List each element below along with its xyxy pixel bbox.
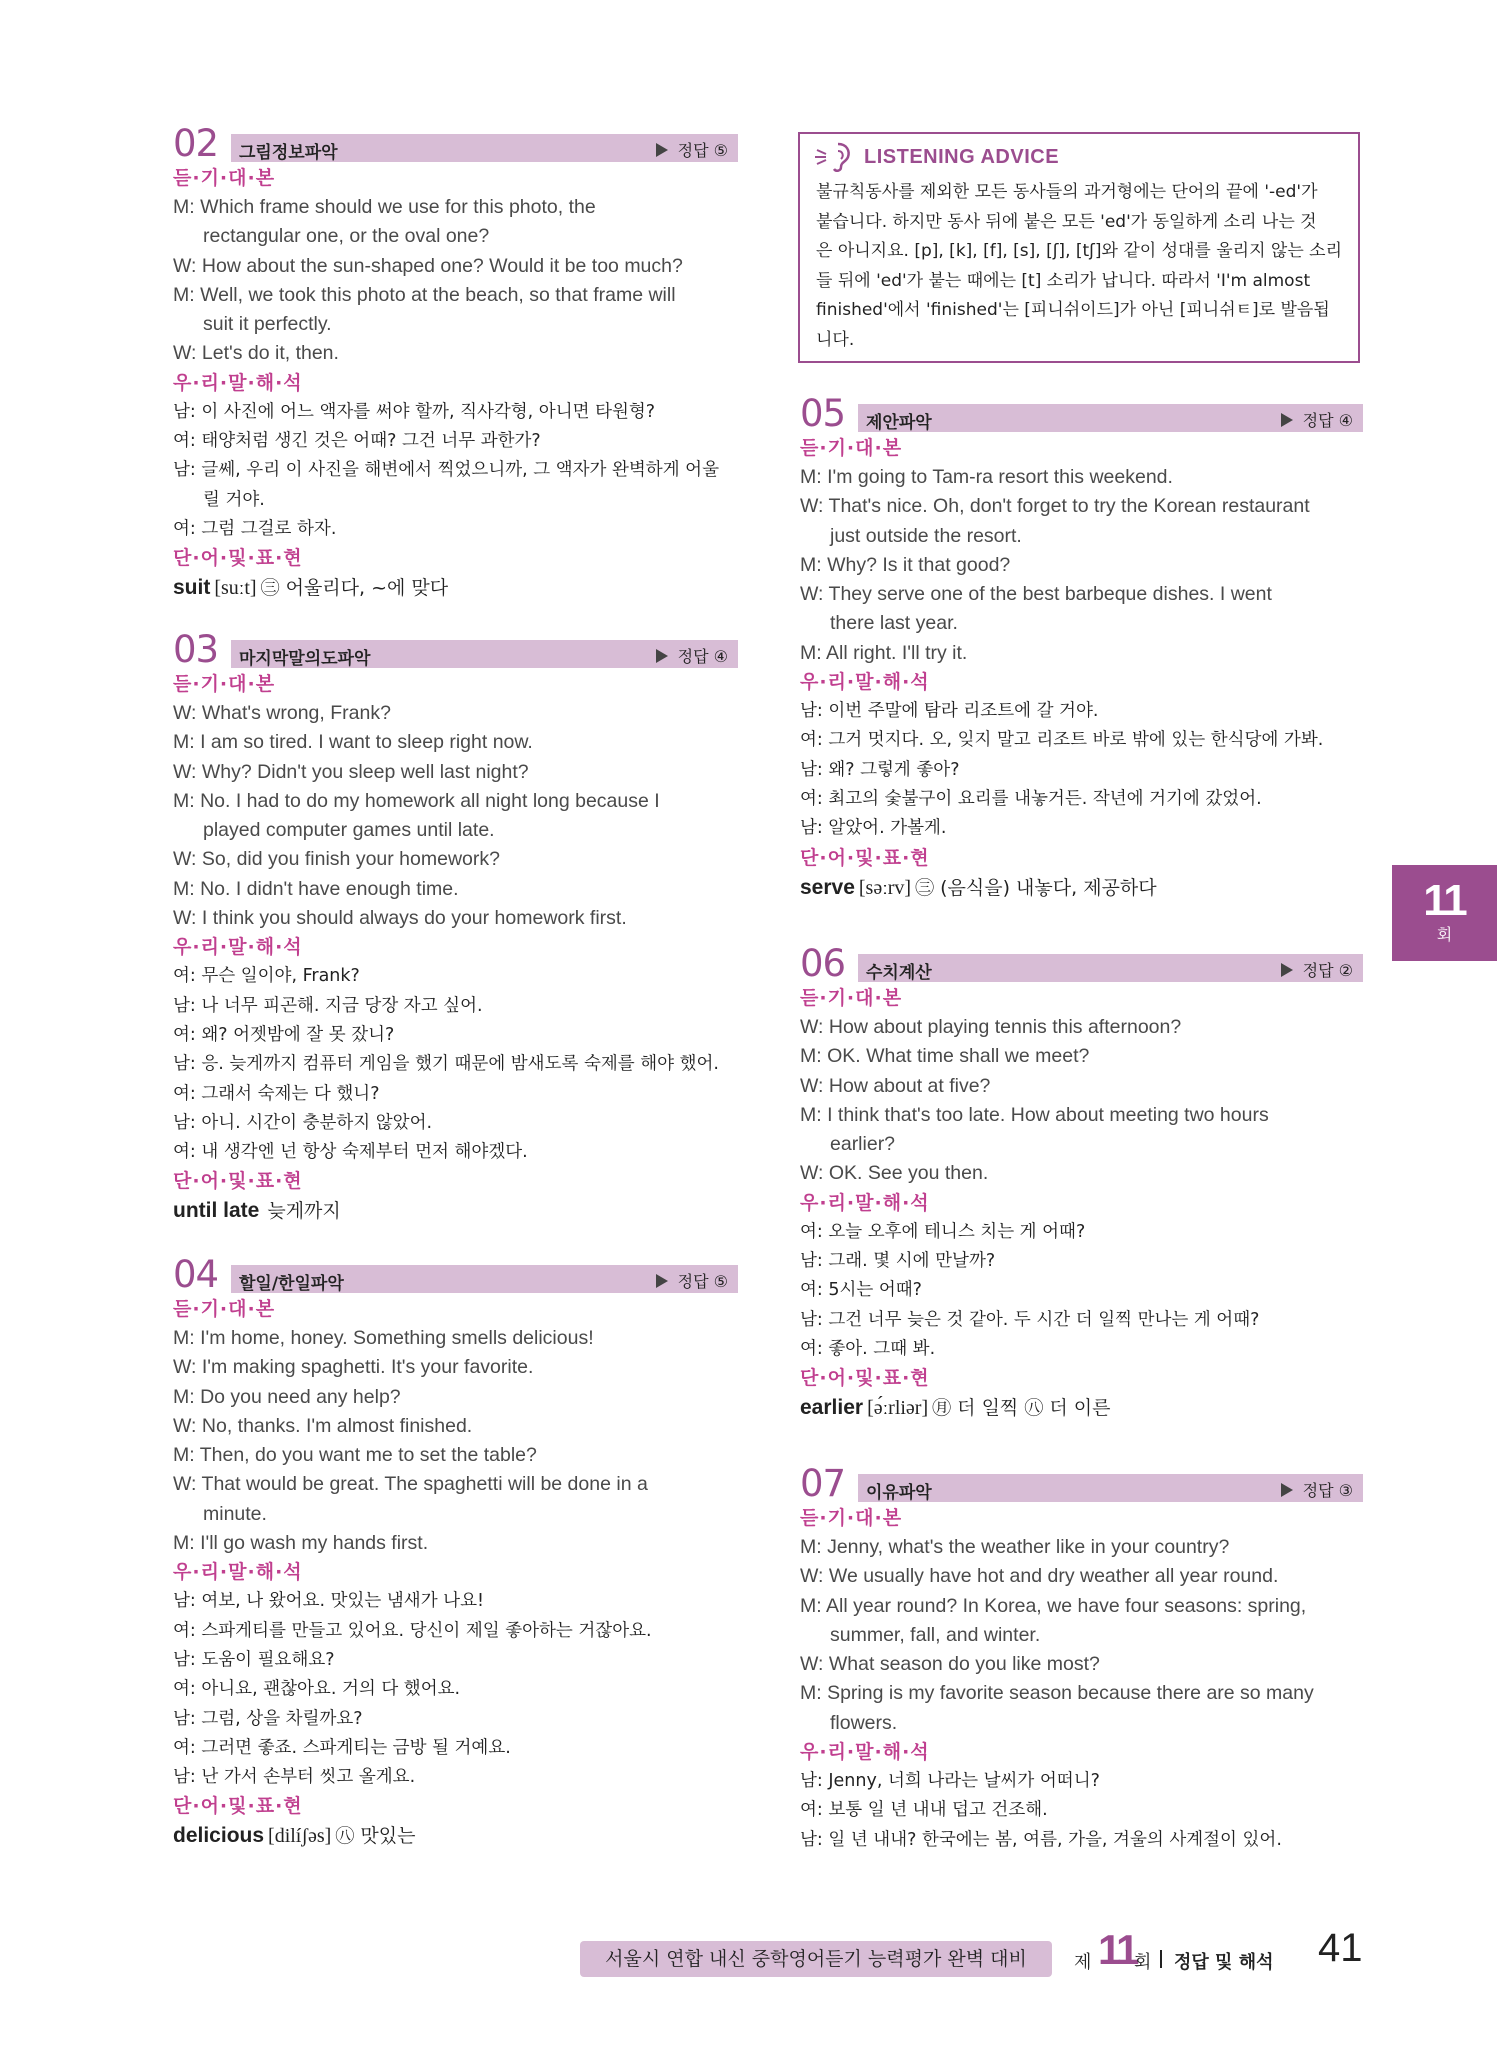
section-title-bar (231, 134, 738, 162)
script-line: summer, fall, and winter. (830, 1623, 1041, 1646)
play-triangle-icon (656, 649, 668, 663)
section-03 (173, 628, 738, 1226)
section-header (173, 1253, 738, 1296)
script-line: W: So, did you finish your homework? (173, 848, 500, 871)
script-line: M: Do you need any help? (173, 1385, 401, 1408)
unit-number: 11 (1423, 876, 1466, 925)
translation-line: 남: 그건 너무 늦은 것 같아. 두 시간 더 일찍 만나는 게 어때? (800, 1309, 1260, 1330)
script-line: M: Why? Is it that good? (800, 553, 1011, 576)
subheading-vocabulary: 단·어·및·표·현 (173, 547, 303, 570)
translation-line: 여: 오늘 오후에 테니스 치는 게 어때? (800, 1221, 1086, 1242)
script-line: W: I think you should always do your homework first. (173, 907, 627, 930)
vocab-word: suit (173, 576, 211, 600)
translation-line: 남: 일 년 내내? 한국에는 봄, 여름, 가을, 겨울의 사계절이 있어. (800, 1829, 1282, 1850)
unit-side-tab (1392, 865, 1497, 961)
section-title-bar (858, 404, 1363, 432)
play-triangle-icon (1281, 1483, 1293, 1497)
subheading-vocabulary: 단·어·및·표·현 (800, 846, 930, 869)
subheading-listening-script: 듣·기·대·본 (173, 1298, 276, 1320)
script-line: W: How about playing tennis this afternoon? (800, 1016, 1182, 1038)
script-line: M: All year round? In Korea, we have four seasons: spring, (800, 1594, 1307, 1617)
vocab-meaning: ㊂ (음식을) 내놓다, 제공하다 (915, 876, 1157, 899)
subheading-listening-script: 듣·기·대·본 (800, 437, 903, 459)
vocab-entry (173, 573, 738, 603)
section-header (173, 628, 738, 671)
ear-icon (814, 140, 858, 178)
script-line: M: OK. What time shall we meet? (800, 1045, 1090, 1068)
script-line: W: We usually have hot and dry weather all year round. (800, 1565, 1279, 1588)
script-line: M: Jenny, what's the weather like in your country? (800, 1536, 1230, 1558)
translation-line: 여: 그럼 그걸로 하자. (173, 518, 337, 539)
script-line: rectangular one, or the oval one? (203, 225, 490, 248)
answer-label: 정답 ④ (1281, 408, 1353, 431)
subheading-listening-script: 듣·기·대·본 (800, 987, 903, 1009)
translation-line: 여: 그래서 숙제는 다 했니? (173, 1083, 380, 1104)
translation-line: 여: 왜? 어젯밤에 잘 못 잤니? (173, 1024, 395, 1045)
translation-line: 여: 아니요, 괜찮아요. 거의 다 했어요. (173, 1679, 461, 1700)
section-title: 할일/한일파악 (239, 1274, 344, 1294)
translation-line: 여: 보통 일 년 내내 덥고 건조해. (800, 1800, 1048, 1821)
script-line: M: Spring is my favorite season because there are so many (800, 1682, 1314, 1705)
footer-hoe: 회 (1134, 1952, 1152, 1973)
answer-label: 정답 ④ (656, 644, 728, 667)
script-line: M: I think that's too late. How about meeting two hours (800, 1103, 1269, 1126)
translation-line: 여: 최고의 숯불구이 요리를 내놓거든. 작년에 거기에 갔었어. (800, 788, 1262, 809)
script-line: M: All right. I'll try it. (800, 641, 968, 664)
translation-line: 남: 나 너무 피곤해. 지금 당장 자고 싶어. (173, 995, 483, 1016)
section-title-bar (231, 640, 738, 668)
vocab-meaning: ㊂ 어울리다, ~에 맞다 (260, 577, 449, 600)
vocab-entry (800, 873, 1363, 903)
translation-line: 릴 거야. (203, 489, 265, 510)
script-line: W: How about at five? (800, 1074, 991, 1097)
subheading-translation: 우·리·말·해·석 (173, 1561, 303, 1584)
translation-line: 여: 내 생각엔 넌 항상 숙제부터 먼저 해야겠다. (173, 1142, 528, 1163)
script-line: earlier? (830, 1133, 896, 1156)
advice-line: 붙습니다. 하지만 동사 뒤에 붙은 모든 'ed'가 동일하게 소리 나는 것 (816, 211, 1317, 232)
translation-line: 남: 그래. 몇 시에 만날까? (800, 1251, 996, 1272)
answer-label: 정답 ② (1281, 958, 1353, 981)
script-line: there last year. (830, 612, 958, 635)
section-title: 마지막말의도파악 (239, 649, 371, 669)
script-line: M: Which frame should we use for this photo, the (173, 196, 596, 218)
subheading-translation: 우·리·말·해·석 (173, 936, 303, 959)
answer-label: 정답 ⑤ (656, 1269, 728, 1292)
section-number: 07 (800, 1462, 846, 1505)
section-title-bar (858, 954, 1363, 982)
script-line: W: I'm making spaghetti. It's your favorite. (173, 1356, 534, 1379)
script-line: W: That's nice. Oh, don't forget to try the Korean restaurant (800, 495, 1310, 518)
translation-line: 여: 좋아. 그때 봐. (800, 1338, 936, 1359)
translation-line: 여: 무슨 일이야, Frank? (173, 966, 360, 987)
subheading-vocabulary: 단·어·및·표·현 (800, 1367, 930, 1390)
advice-title: LISTENING ADVICE (864, 146, 1060, 168)
advice-line: 니다. (816, 329, 855, 350)
footer-unit-number: 11 (1098, 1926, 1137, 1973)
section-07 (800, 1462, 1363, 1855)
script-line: flowers. (830, 1711, 898, 1734)
vocab-phonetic: [ə́ːrliər] (867, 1397, 929, 1420)
advice-line: 은 아니지요. [p], [k], [f], [s], [ʃ], [tʃ]와 같이 성대를 울리지 않는 소리 (816, 241, 1343, 261)
subheading-listening-script: 듣·기·대·본 (173, 167, 276, 189)
vocab-phonetic: [səːrv] (858, 876, 912, 899)
section-header (800, 392, 1363, 435)
section-title: 그림정보파악 (239, 143, 338, 163)
vocab-meaning: ㊊ 더 일찍 ㊇ 더 이른 (932, 1397, 1111, 1420)
script-line: played computer games until late. (203, 819, 495, 842)
subheading-vocabulary: 단·어·및·표·현 (173, 1170, 303, 1193)
advice-body (816, 178, 1344, 355)
script-line: W: Let's do it, then. (173, 342, 339, 365)
section-06 (800, 942, 1363, 1423)
section-header (800, 942, 1363, 985)
footer-je: 제 (1074, 1952, 1092, 1973)
vocab-entry (800, 1393, 1363, 1423)
translation-line: 여: 태양처럼 생긴 것은 어때? 그건 너무 과한가? (173, 431, 541, 452)
translation-line: 남: 아니. 시간이 충분하지 않았어. (173, 1112, 433, 1133)
footer-divider (1160, 1950, 1162, 1968)
vocab-word: delicious (173, 1824, 265, 1848)
unit-label: 회 (1436, 925, 1453, 944)
subheading-vocabulary: 단·어·및·표·현 (173, 1795, 303, 1818)
section-number: 04 (173, 1253, 219, 1296)
play-triangle-icon (1281, 963, 1293, 977)
translation-line: 남: 이번 주말에 탐라 리조트에 갈 거야. (800, 701, 1099, 722)
script-line: W: No, thanks. I'm almost finished. (173, 1414, 473, 1437)
subheading-translation: 우·리·말·해·석 (800, 1191, 930, 1214)
translation-line: 여: 그러면 좋죠. 스파게티는 금방 될 거예요. (173, 1737, 511, 1758)
answer-label: 정답 ③ (1281, 1478, 1353, 1501)
script-line: minute. (203, 1502, 267, 1525)
vocab-phonetic: [dilíʃəs] (268, 1825, 332, 1848)
vocab-meaning: 늦게까지 (267, 1200, 341, 1223)
page-number: 41 (1318, 1926, 1363, 1970)
translation-line: 여: 스파게티를 만들고 있어요. 당신이 제일 좋아하는 거잖아요. (173, 1620, 652, 1641)
script-line: W: That would be great. The spaghetti will be done in a (173, 1473, 648, 1496)
translation-line: 남: 왜? 그렇게 좋아? (800, 759, 960, 780)
script-line: M: I'm going to Tam-ra resort this weekend. (800, 466, 1173, 488)
script-line: W: What's wrong, Frank? (173, 702, 391, 724)
subheading-translation: 우·리·말·해·석 (173, 371, 303, 394)
script-line: M: I'll go wash my hands first. (173, 1532, 429, 1555)
translation-line: 여: 그거 멋지다. 오, 잊지 말고 리조트 바로 밖에 있는 한식당에 가봐. (800, 730, 1324, 751)
play-triangle-icon (656, 143, 668, 157)
subheading-listening-script: 듣·기·대·본 (173, 673, 276, 695)
translation-line: 남: 글쎄, 우리 이 사진을 해변에서 찍었으니까, 그 액자가 완벽하게 어울 (173, 460, 719, 481)
script-line: M: Well, we took this photo at the beach, so that frame will (173, 283, 676, 306)
section-number: 05 (800, 392, 846, 435)
section-number: 06 (800, 942, 846, 985)
script-line: M: No. I didn't have enough time. (173, 877, 459, 900)
play-triangle-icon (656, 1274, 668, 1288)
section-number: 02 (173, 122, 219, 165)
translation-line: 남: 도움이 필요해요? (173, 1649, 335, 1670)
section-title: 제안파악 (866, 413, 932, 433)
subheading-translation: 우·리·말·해·석 (800, 1741, 930, 1764)
vocab-word: serve (800, 875, 855, 899)
translation-line: 여: 5시는 어때? (800, 1280, 922, 1301)
section-04 (173, 1253, 738, 1851)
vocab-word: until late (173, 1199, 260, 1223)
translation-line: 남: 그럼, 상을 차릴까요? (173, 1708, 363, 1729)
vocab-phonetic: [suːt] (214, 577, 257, 600)
translation-line: 남: 난 가서 손부터 씻고 올게요. (173, 1767, 416, 1788)
script-line: W: What season do you like most? (800, 1653, 1100, 1676)
section-title-bar (858, 1474, 1363, 1502)
footer-section-name: 정답 및 해석 (1174, 1952, 1274, 1973)
script-line: M: I'm home, honey. Something smells delicious! (173, 1327, 594, 1349)
subheading-listening-script: 듣·기·대·본 (800, 1507, 903, 1529)
listening-advice-box (798, 132, 1360, 363)
subheading-translation: 우·리·말·해·석 (800, 671, 930, 694)
script-line: W: Why? Didn't you sleep well last night? (173, 760, 529, 783)
script-line: suit it perfectly. (203, 313, 332, 336)
translation-line: 남: 여보, 나 왔어요. 맛있는 냄새가 나요! (173, 1591, 484, 1612)
advice-line: finished'에서 'finished'는 [피니쉬이드]가 아닌 [피니쉬ㅌ]로 발음됩 (816, 300, 1330, 320)
translation-line: 남: Jenny, 너희 나라는 날씨가 어떠니? (800, 1771, 1100, 1792)
script-line: W: OK. See you then. (800, 1162, 989, 1185)
advice-line: 불규칙동사를 제외한 모든 동사들의 과거형에는 단어의 끝에 '-ed'가 (816, 182, 1318, 202)
section-header (173, 122, 738, 165)
vocab-entry (173, 1821, 738, 1851)
script-line: M: I am so tired. I want to sleep right now. (173, 731, 533, 754)
section-title-bar (231, 1265, 738, 1293)
script-line: M: No. I had to do my homework all night long because I (173, 789, 660, 812)
translation-line: 남: 알았어. 가볼게. (800, 818, 947, 839)
script-line: W: How about the sun-shaped one? Would it be too much? (173, 254, 683, 277)
section-number: 03 (173, 628, 219, 671)
script-line: just outside the resort. (830, 524, 1022, 547)
script-line: M: Then, do you want me to set the table? (173, 1444, 537, 1467)
section-header (800, 1462, 1363, 1505)
section-05 (800, 392, 1363, 903)
vocab-meaning: ㊇ 맛있는 (335, 1825, 416, 1848)
footer-series-title: 서울시 연합 내신 중학영어듣기 능력평가 완벽 대비 (580, 1941, 1052, 1977)
advice-line: 들 뒤에 'ed'가 붙는 때에는 [t] 소리가 납니다. 따라서 'I'm almost (816, 270, 1311, 291)
section-02 (173, 122, 738, 603)
script-line: W: They serve one of the best barbeque dishes. I went (800, 583, 1272, 606)
translation-line: 남: 응. 늦게까지 컴퓨터 게임을 했기 때문에 밤새도록 숙제를 해야 했어. (173, 1054, 719, 1075)
vocab-entry (173, 1196, 738, 1226)
play-triangle-icon (1281, 413, 1293, 427)
section-title: 수치계산 (866, 963, 932, 983)
translation-line: 남: 이 사진에 어느 액자를 써야 할까, 직사각형, 아니면 타원형? (173, 401, 656, 422)
answer-label: 정답 ⑤ (656, 138, 728, 161)
section-title: 이유파악 (866, 1483, 932, 1503)
vocab-word: earlier (800, 1396, 864, 1420)
